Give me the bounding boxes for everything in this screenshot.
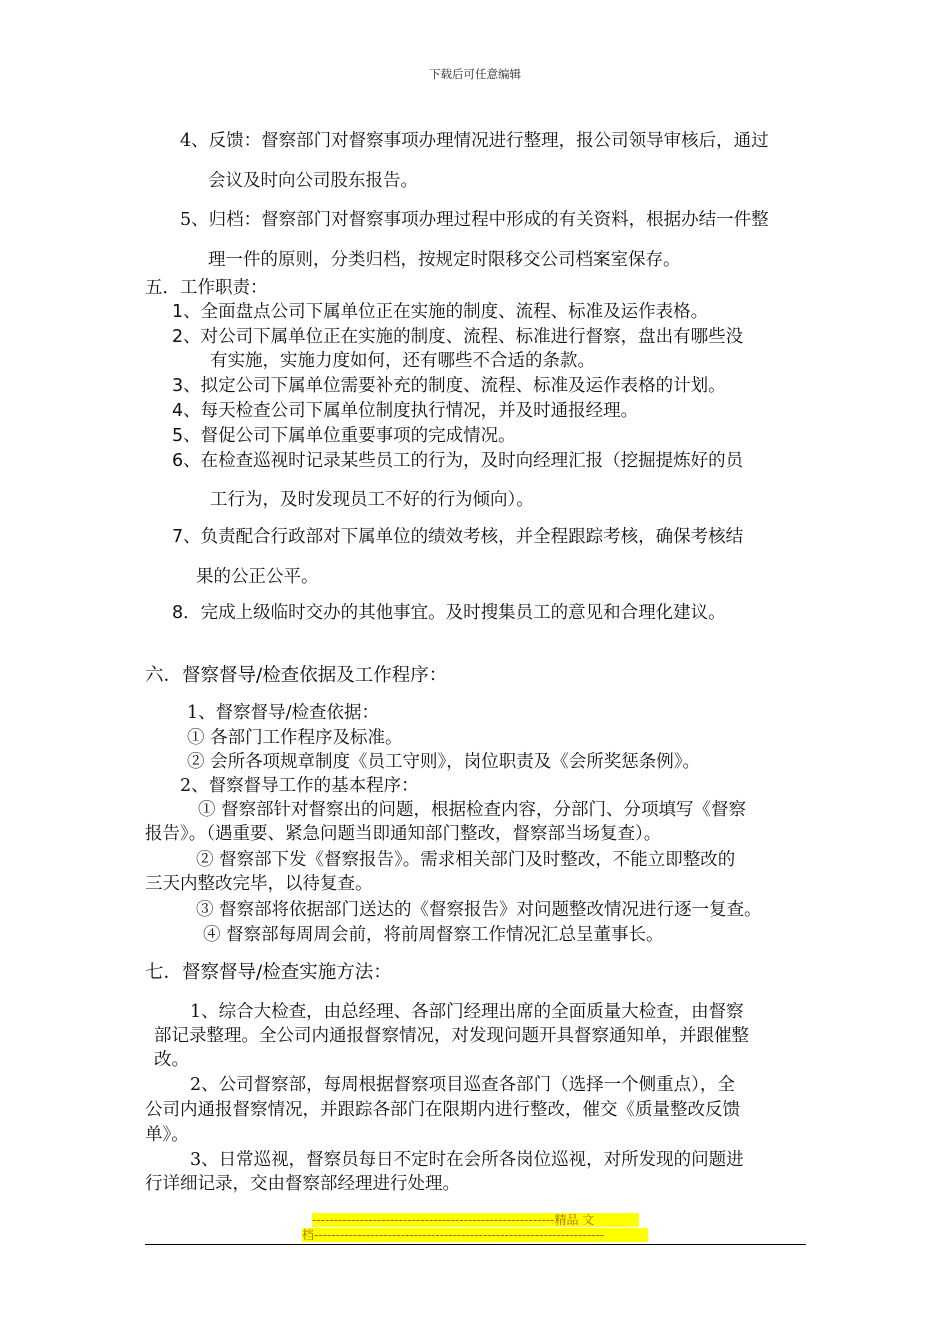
list-item-continuation: 工行为，及时发现员工不好的行为倾向）。 [210,490,534,510]
list-item-continuation: 果的公正公平。 [196,567,319,587]
section-heading: 五．工作职责： [145,278,268,298]
list-item: ① 督察部针对督察出的问题，根据检查内容，分部门、分项填写《督察 [198,800,747,820]
list-item-continuation: 有实施，实施力度如何，还有哪些不合适的条款。 [210,351,595,371]
list-item: ③ 督察部将依据部门送达的《督察报告》对问题整改情况进行逐一复查。 [196,900,762,920]
subheading: 1、督察督导/检查依据： [187,703,380,723]
paragraph-line: 行详细记录，交由督察部经理进行处理。 [145,1174,460,1194]
list-item: 2、对公司下属单位正在实施的制度、流程、标准进行督察，盘出有哪些没 [172,327,744,347]
paragraph-line: 公司内通报督察情况，并跟踪各部门在限期内进行整改，催交《质量整改反馈 [145,1100,740,1120]
list-item: ④ 督察部每周周会前，将前周督察工作情况汇总呈董事长。 [203,925,664,945]
list-item: ② 会所各项规章制度《员工守则》，岗位职责及《会所奖惩条例》。 [187,752,701,772]
list-item: 5、督促公司下属单位重要事项的完成情况。 [172,426,516,446]
footer-divider [145,1244,806,1245]
paragraph-line: 部记录整理。全公司内通报督察情况，对发现问题开具督察通知单，并跟催整 [154,1026,749,1046]
paragraph-line: 2、公司督察部，每周根据督察项目巡查各部门（选择一个侧重点），全 [190,1075,735,1095]
list-item: 1、全面盘点公司下属单位正在实施的制度、流程、标准及运作表格。 [172,302,709,322]
paragraph-line: 5、归档：督察部门对督察事项办理过程中形成的有关资料，根据办结一件整 [180,210,769,230]
list-item: 8．完成上级临时交办的其他事宜。及时搜集员工的意见和合理化建议。 [172,603,726,623]
list-item-continuation: 三天内整改完毕，以待复查。 [145,874,373,894]
paragraph-line: 改。 [154,1050,189,1070]
list-item: 6、在检查巡视时记录某些员工的行为，及时向经理汇报（挖掘提炼好的员 [172,451,744,471]
section-heading: 六．督察督导/检查依据及工作程序： [145,665,448,686]
subheading: 2、督察督导工作的基本程序： [180,776,419,796]
paragraph-line: 4、反馈：督察部门对督察事项办理情况进行整理，报公司领导审核后，通过 [180,131,769,151]
paragraph-line: 3、日常巡视，督察员每日不定时在会所各岗位巡视，对所发现的问题进 [190,1150,744,1170]
list-item: ② 督察部下发《督察报告》。需求相关部门及时整改，不能立即整改的 [196,850,736,870]
list-item: ① 各部门工作程序及标准。 [187,728,403,748]
section-heading: 七．督察督导/检查实施方法： [145,962,392,983]
list-item: 7、负责配合行政部对下属单位的绩效考核，并全程跟踪考核，确保考核结 [172,527,744,547]
footer-watermark-line-1: --------------------------------------------------------精品 文 [312,1213,639,1227]
page-header-note: 下载后可任意编辑 [429,67,521,81]
paragraph-line: 1、综合大检查，由总经理、各部门经理出席的全面质量大检查，由督察 [190,1002,744,1022]
paragraph-line: 单》。 [145,1125,189,1145]
paragraph-line: 会议及时向公司股东报告。 [208,171,418,191]
footer-watermark-line-2: 档------------------------------------------------------------------- [302,1228,648,1242]
list-item: 3、拟定公司下属单位需要补充的制度、流程、标准及运作表格的计划。 [172,376,726,396]
paragraph-line: 理一件的原则，分类归档，按规定时限移交公司档案室保存。 [208,250,681,270]
list-item: 4、每天检查公司下属单位制度执行情况，并及时通报经理。 [172,401,639,421]
list-item-continuation: 报告》。（遇重要、紧急问题当即通知部门整改，督察部当场复查）。 [145,824,662,844]
